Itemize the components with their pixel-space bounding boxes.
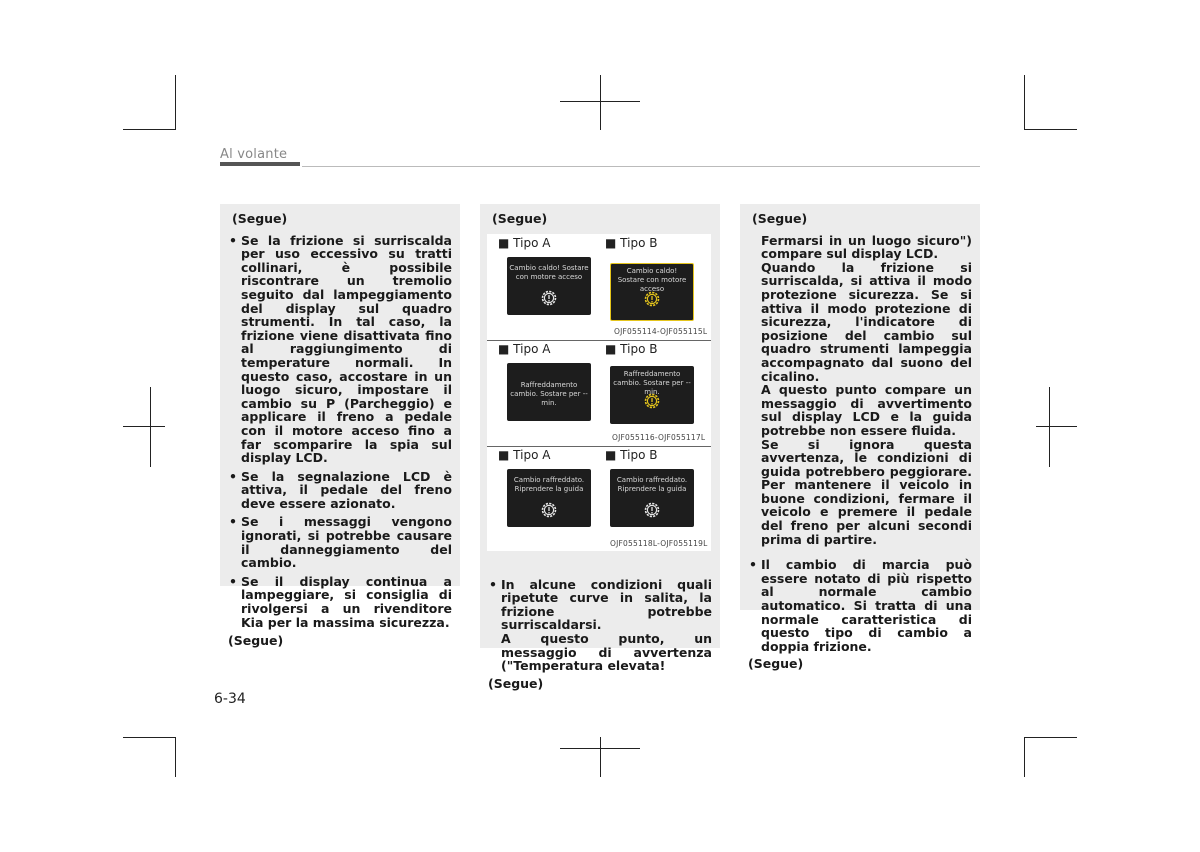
lcd-message: Raffreddamento cambio. Sostare per -- min.	[613, 370, 691, 396]
figure-label-tipo-b: ■ Tipo B	[605, 342, 658, 356]
registration-mark	[560, 748, 640, 749]
lcd-screen	[610, 469, 694, 527]
lcd-screen	[610, 366, 694, 424]
figure-label-tipo-a: ■ Tipo A	[498, 448, 551, 462]
lcd-screen	[507, 469, 591, 527]
registration-mark	[150, 387, 151, 467]
page-number: 6-34	[214, 691, 246, 707]
figure-divider	[487, 340, 711, 341]
figure-label-tipo-a: ■ Tipo A	[498, 236, 551, 250]
paragraph: Fermarsi in un luogo sicuro") compare sul display LCD.	[761, 232, 972, 262]
segue-label: (Segue)	[492, 211, 548, 226]
text-column-3	[740, 204, 980, 672]
crop-mark	[1024, 737, 1077, 738]
bullet-list	[228, 234, 452, 630]
transmission-status-icon	[539, 500, 559, 520]
figure-code: OJF055118L-OJF055119L	[610, 539, 708, 548]
crop-mark	[1024, 737, 1025, 777]
transmission-warning-icon	[642, 289, 662, 309]
bullet-item: • Se la frizione si surriscalda per uso eccessivo su tratti collinari, è possibile riscontrare un tremolio seguito dal lampeggiamento del display sul quadro strumenti. In tal caso, la frizione viene disattivata fino al raggiungimento di temperature normali. In questo caso, accostare in un luogo sicuro, impostare il cambio su P (Parcheggio) e applicare il freno a pedale con il motore acceso fino a far scomparire la spia sul display LCD.	[228, 234, 452, 465]
bullet-list	[748, 558, 972, 653]
transmission-warning-icon	[642, 391, 662, 411]
registration-mark	[1036, 426, 1077, 427]
lcd-message: Raffreddamento cambio. Sostare per -- min.	[510, 381, 588, 407]
bullet-item: • In alcune condizioni quali ripetute curve in salita, la frizione potrebbe surriscaldarsi.	[488, 578, 712, 632]
lcd-message: Cambio caldo! Sostare con motore acceso	[617, 267, 687, 293]
segue-label: (Segue)	[228, 633, 284, 649]
transmission-warning-icon	[539, 288, 559, 308]
lcd-screen	[507, 257, 591, 315]
bullet-item: • Se la segnalazione LCD è attiva, il pedale del freno deve essere azionato.	[228, 470, 452, 511]
crop-mark	[1024, 129, 1077, 130]
figure-code: OJF055114-OJF055115L	[614, 327, 708, 336]
section-title: Al volante	[220, 147, 288, 162]
segue-label: (Segue)	[748, 656, 804, 672]
segue-label: (Segue)	[232, 211, 288, 226]
segue-label: (Segue)	[752, 211, 808, 226]
crop-mark	[123, 737, 176, 738]
paragraph: Quando la frizione si surriscalda, si attiva il modo protezione sicurezza. Se si attiva il modo protezione di sicurezza, l'indicatore di posizione del cambio sul quadro strumenti lampeggia accompagnato dal suono del cicalino.	[761, 259, 972, 384]
registration-mark	[560, 101, 640, 102]
paragraph: Se si ignora questa avvertenza, le condizioni di guida potrebbero peggiorare. Per mantenere il veicolo in buone condizioni, fermare il veicolo e premere il pedale del freno per alcuni secondi prima di partire.	[761, 436, 972, 547]
crop-mark	[1024, 75, 1025, 130]
header-accent-bar	[220, 162, 300, 166]
figure-label-tipo-b: ■ Tipo B	[605, 448, 658, 462]
lcd-screen	[507, 363, 591, 421]
registration-mark	[1049, 387, 1050, 467]
paragraph: A questo punto compare un messaggio di avvertimento sul display LCD e la guida potrebbe non essere fluida.	[761, 382, 972, 438]
crop-mark	[123, 129, 176, 130]
lcd-message: Cambio raffreddato. Riprendere la guida	[513, 476, 585, 493]
lcd-message: Cambio raffreddato. Riprendere la guida	[616, 476, 688, 493]
transmission-status-icon	[642, 500, 662, 520]
bullet-item: • Se i messaggi vengono ignorati, si potrebbe causare il danneggiamento del cambio.	[228, 515, 452, 569]
bullet-item: • Il cambio di marcia può essere notato di più rispetto al normale cambio automatico. Si tratta di una normale caratteristica di questo tipo di cambio a doppia frizione.	[748, 558, 972, 653]
figure-label-tipo-a: ■ Tipo A	[498, 342, 551, 356]
lcd-screen	[610, 263, 694, 321]
header-rule	[302, 166, 980, 167]
figure-code: OJF055116-OJF055117L	[612, 433, 706, 442]
segue-label: (Segue)	[488, 675, 544, 691]
paragraph: A questo punto, un messaggio di avvertenza ("Temperatura elevata!	[501, 630, 712, 674]
crop-mark	[175, 737, 176, 777]
lcd-message: Cambio caldo! Sostare con motore acceso	[509, 264, 589, 281]
text-column-1	[220, 204, 460, 649]
bullet-item: • Se il display continua a lampeggiare, si consiglia di rivolgersi a un rivenditore Kia per la massima sicurezza.	[228, 575, 452, 629]
bullet-list	[488, 578, 712, 632]
registration-mark	[123, 426, 165, 427]
figure-divider	[487, 446, 711, 447]
crop-mark	[175, 75, 176, 130]
registration-mark	[600, 75, 601, 130]
registration-mark	[600, 737, 601, 777]
figure-label-tipo-b: ■ Tipo B	[605, 236, 658, 250]
